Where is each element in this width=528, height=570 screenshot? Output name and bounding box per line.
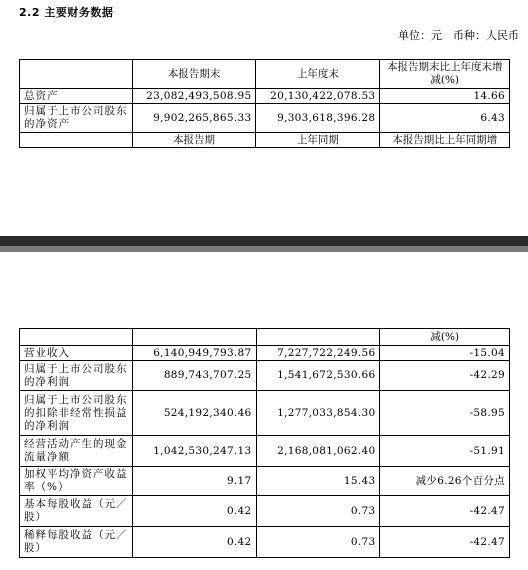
change-value: -42.47 [380, 496, 510, 527]
subheader-cell [20, 133, 133, 148]
page-break-divider [0, 236, 528, 246]
table-row [20, 89, 510, 104]
table-row [20, 391, 510, 436]
row-label: 经营活动产生的现金流量净额 [20, 436, 133, 467]
header-cell [256, 329, 380, 346]
table-row [20, 436, 510, 467]
current-value: 889,743,707.25 [132, 361, 256, 391]
table-row [20, 104, 510, 133]
header-cell: 上年度末 [256, 60, 380, 89]
prior-value: 1,541,672,530.66 [256, 361, 380, 391]
change-value: -42.47 [380, 527, 510, 558]
table-subheader-row [20, 133, 510, 148]
page-break-shadow [0, 246, 528, 252]
change-value: -42.29 [380, 361, 510, 391]
prior-value: 20,130,422,078.53 [256, 89, 380, 104]
prior-value: 7,227,722,249.56 [256, 346, 380, 361]
header-cell: 本报告期末 [132, 60, 256, 89]
prior-value: 2,168,081,062.40 [256, 436, 380, 467]
current-value: 9,902,265,865.33 [132, 104, 256, 133]
change-value: -15.04 [380, 346, 510, 361]
row-label: 归属于上市公司股东的扣除非经常性损益的净利润 [20, 391, 133, 436]
table-header-row [20, 329, 510, 346]
subheader-cell: 上年同期 [256, 133, 380, 148]
row-label: 加权平均净资产收益率（%） [20, 467, 133, 496]
subheader-cell: 本报告期 [132, 133, 256, 148]
prior-value: 15.43 [256, 467, 380, 496]
unit-currency-note: 单位：元 币种：人民币 [398, 29, 519, 42]
change-value: 6.43 [380, 104, 510, 133]
current-value: 0.42 [132, 496, 256, 527]
row-label: 营业收入 [20, 346, 133, 361]
row-label: 归属于上市公司股东的净利润 [20, 361, 133, 391]
prior-value: 9,303,618,396.28 [256, 104, 380, 133]
current-value: 0.42 [132, 527, 256, 558]
current-value: 6,140,949,793.87 [132, 346, 256, 361]
header-cell [132, 329, 256, 346]
header-cell [20, 60, 133, 89]
table-header-row [20, 60, 510, 89]
header-cell [20, 329, 133, 346]
current-value: 9.17 [132, 467, 256, 496]
row-label: 基本每股收益（元／股） [20, 496, 133, 527]
balance-table [19, 59, 510, 148]
table-row [20, 346, 510, 361]
row-label: 稀释每股收益（元／股） [20, 527, 133, 558]
prior-value: 1,277,033,854.30 [256, 391, 380, 436]
row-label: 总资产 [20, 89, 133, 104]
section-title: 2.2 主要财务数据 [19, 6, 114, 19]
subheader-cell: 本报告期比上年同期增 [380, 133, 510, 148]
change-value: 减少6.26个百分点 [380, 467, 510, 496]
table-row [20, 527, 510, 558]
income-table [19, 328, 510, 558]
current-value: 1,042,530,247.13 [132, 436, 256, 467]
prior-value: 0.73 [256, 496, 380, 527]
prior-value: 0.73 [256, 527, 380, 558]
table-row [20, 467, 510, 496]
change-value: 14.66 [380, 89, 510, 104]
current-value: 524,192,340.46 [132, 391, 256, 436]
change-value: -51.91 [380, 436, 510, 467]
row-label: 归属于上市公司股东的净资产 [20, 104, 133, 133]
header-cell: 本报告期末比上年度末增减(%) [380, 60, 510, 89]
current-value: 23,082,493,508.95 [132, 89, 256, 104]
table-row [20, 496, 510, 527]
header-cell: 减(%) [380, 329, 510, 346]
change-value: -58.95 [380, 391, 510, 436]
table-row [20, 361, 510, 391]
